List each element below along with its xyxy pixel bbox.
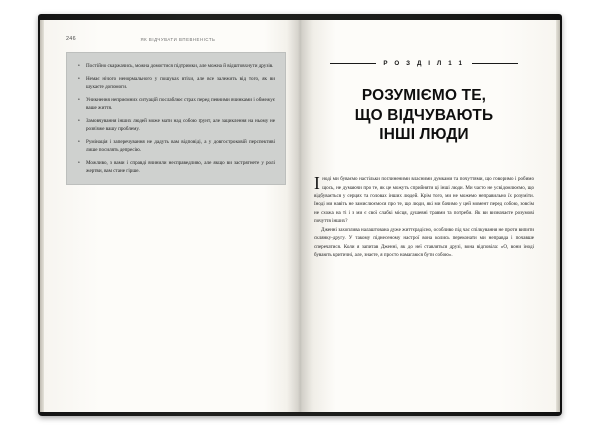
callout-list <box>76 62 275 175</box>
list-item: • Можливо, з вами і справді вчинили несправедливо, але якщо ви застрягнете у ролі жертви, вам стане гірше. <box>85 159 275 176</box>
book-spread <box>44 20 556 412</box>
chapter-body <box>314 175 534 259</box>
summary-callout-box <box>66 52 286 185</box>
list-item: • Замовчування інших людей може мати над собою ґрунт, але зациклення на ньому не розв'яже вашу проблему. <box>85 117 275 134</box>
list-item: • Немає нічого ненормального у пошуках втіхи, але все залежить від того, як ви шукаєте допомоги. <box>85 75 275 92</box>
left-page <box>44 20 300 412</box>
paragraph <box>314 175 534 225</box>
drop-cap: І <box>314 173 320 194</box>
rule-line-right <box>472 63 518 64</box>
chapter-title-line: РОЗУМІЄМО ТЕ, <box>361 87 487 104</box>
chapter-title <box>314 86 534 145</box>
chapter-title-line: ЩО ВІДЧУВАЮТЬ <box>354 106 494 124</box>
paragraph: Дженні захоплива налаштована дуже життєрадісно, особливо під час спілкування не проти випити склянку-другу. У такому піднесеному настрої вона колись переконати ми неправда і почавше сперечатися. Коли я запитав Дженні, як до неї ставляться друзі, вона відповіла: «О, вони іноді бувають критичні, але, знаєте, я просто намагаюся бути собою». <box>314 226 534 259</box>
chapter-label-rule <box>314 60 534 67</box>
right-page <box>300 20 556 412</box>
left-page-header <box>66 36 286 42</box>
list-item: • Постійно скаржачись, можна домогтися підтримки, але можна й відштовхнути друзів. <box>85 62 275 70</box>
chapter-label: Р О З Д І Л 1 1 <box>383 60 465 67</box>
rule-line-left <box>330 63 376 64</box>
list-item: • Уникнення неприємних ситуацій послаблює страх перед певними вчинками і обмежує ваше життя. <box>85 96 275 113</box>
list-item: • Румінація і заперечування не дадуть вам відповіді, а у довгостроковій перспективі лише посилять депресію. <box>85 138 275 155</box>
chapter-title-line: ІНШІ ЛЮДИ <box>379 126 469 144</box>
page-number: 246 <box>66 36 76 42</box>
paragraph-text: ноді ми буваємо настільки поглиненими власними думками та почуттями, що говоримо і робимо щось, не думаючи про те, як це можуть сприйняти ці інші люди. Ми часто не усвідомлюємо, що відбувається у серцях та головах інших людей. Крім того, ми не можемо неправильно їх розуміти. Іноді ми навіть не замислюємося про те, що люди, які ми бачимо у цей момент перед собою, зовсім не схожа на ті і з ми є свої слабкі місця, душевні травми та потреби. Як ви визначаєте розумові почуття інших? <box>314 176 534 225</box>
running-head: ЯК ВІДЧУВАТИ ВПЕВНЕНІСТЬ <box>140 36 216 42</box>
